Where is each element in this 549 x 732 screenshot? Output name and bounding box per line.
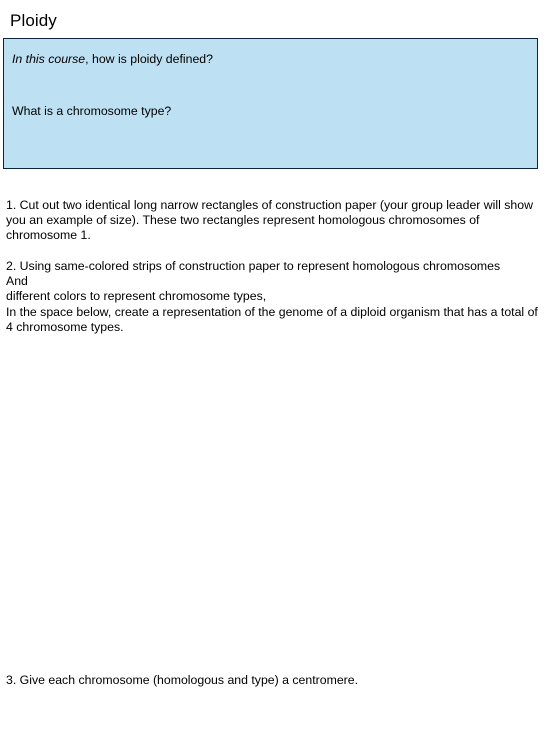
ploidy-definition-question: [12, 52, 213, 67]
instruction-step-2: [6, 259, 542, 335]
step-2-line-4: In the space below, create a representation of the genome of a diploid organism that has a total of 4 chromosome types.: [6, 304, 538, 334]
step-2-line-3: different colors to represent chromosome types,: [6, 289, 267, 304]
chromosome-type-question: What is a chromosome type?: [12, 104, 172, 118]
question-box: [3, 38, 538, 169]
instruction-step-1: 1. Cut out two identical long narrow rectangles of construction paper (your group leader will show you an example of size). These two rectangles represent homologous chromosomes of chromosome 1.: [6, 198, 533, 243]
step-2-line-2: And: [6, 274, 28, 289]
instruction-step-3: 3. Give each chromosome (homologous and type) a centromere.: [6, 673, 359, 687]
question-emphasis: In this course: [12, 52, 86, 66]
question-text: , how is ploidy defined?: [85, 52, 213, 66]
page-title: Ploidy: [10, 11, 57, 30]
step-2-line-1: 2. Using same-colored strips of construction paper to represent homologous chromosomes: [6, 259, 501, 273]
